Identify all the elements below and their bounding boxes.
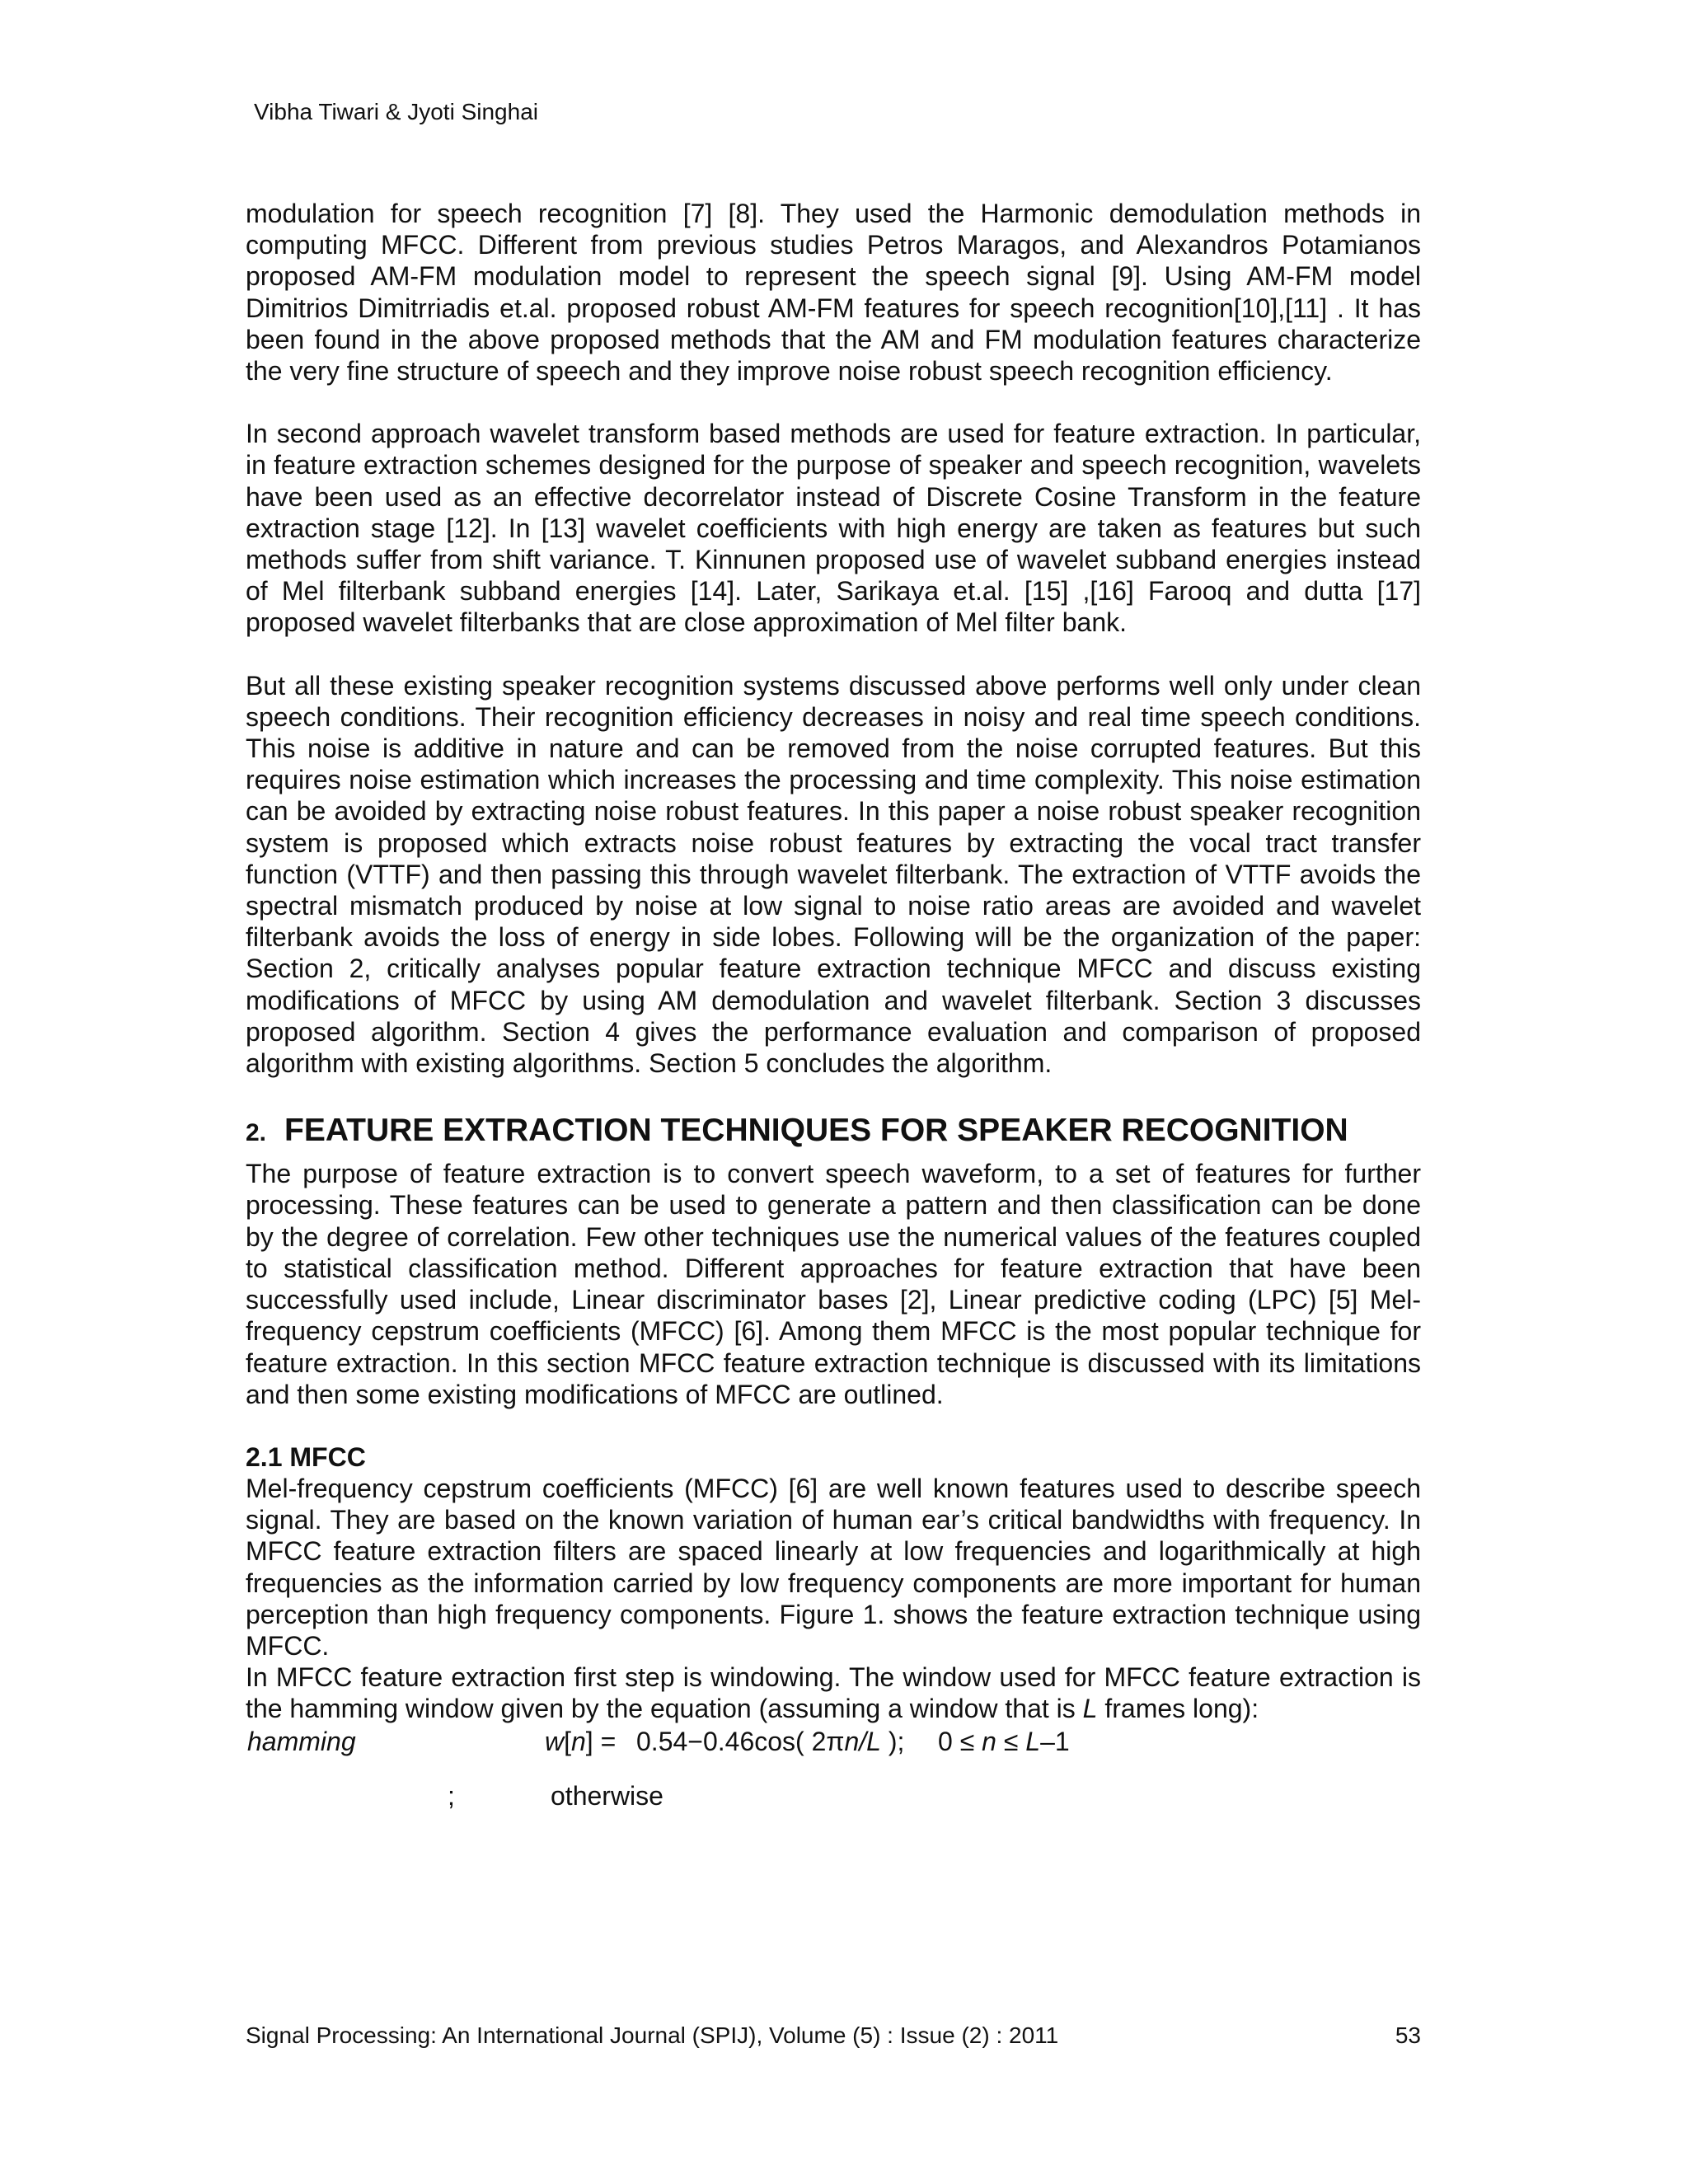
section-2-title: FEATURE EXTRACTION TECHNIQUES FOR SPEAKER RECOGNITION — [284, 1113, 1348, 1149]
equation-separator: ; — [448, 1780, 455, 1811]
windowing-text-end: frames long): — [1097, 1694, 1259, 1724]
hamming-equation-row-2 — [246, 1779, 1421, 1812]
paragraph-noise-robust-system: But all these existing speaker recognition systems discussed above performs well only under clean speech conditions. Their recognition efficiency decreases in noisy and real time speech conditions. This noise is additive in nature and can be removed from the noise corrupted features. But this requires noise estimation which increases the processing and time complexity. This noise estimation can be avoided by extracting noise robust features. In this paper a noise robust speaker recognition system is proposed which extracts noise robust features by extracting the vocal tract transfer function (VTTF) and then passing this through wavelet filterbank. The extraction of VTTF avoids the spectral mismatch produced by noise at low signal to noise ratio areas are avoided and wavelet filterbank avoids the loss of energy in side lobes. Following will be the organization of the paper: Section 2, critically analyses popular feature extraction technique MFCC and discuss existing modifications of MFCC by using AM demodulation and wavelet filterbank. Section 3 discusses proposed algorithm. Section 4 gives the performance evaluation and comparison of proposed algorithm with existing algorithms. Section 5 concludes the algorithm. — [246, 670, 1421, 1079]
equation-lhs: w[n] = — [545, 1726, 617, 1756]
paragraph-windowing — [246, 1661, 1421, 1724]
equation-label: hamming — [247, 1726, 356, 1756]
windowing-var-L: L — [1082, 1694, 1098, 1724]
equation-otherwise: otherwise — [551, 1780, 663, 1811]
page-number: 53 — [1395, 2022, 1421, 2048]
paragraph-wavelet-approach: In second approach wavelet transform based methods are used for feature extraction. In particular, in feature extraction schemes designed for the purpose of speaker and speech recognition, wavelets have been used as an effective decorrelator instead of Discrete Cosine Transform in the feature extraction stage [12]. In [13] wavelet coefficients with high energy are taken as features but such methods suffer from shift variance. T. Kinnunen proposed use of wavelet subband energies instead of Mel filterbank subband energies [14]. Later, Sarikaya et.al. [15] ,[16] Farooq and dutta [17] proposed wavelet filterbanks that are close approximation of Mel filter bank. — [246, 419, 1421, 638]
running-header: Vibha Tiwari & Jyoti Singhai — [254, 99, 538, 124]
page-body — [246, 198, 1421, 1812]
hamming-equation-row-1 — [246, 1725, 1421, 1758]
paragraph-feature-extraction-purpose: The purpose of feature extraction is to convert speech waveform, to a set of features for further processing. These features can be used to generate a pattern and then classification can be done by the degree of correlation. Few other techniques use the numerical values of the features coupled to statistical classification method. Different approaches for feature extraction that have been successfully used include, Linear discriminator bases [2], Linear predictive coding (LPC) [5] Mel-frequency cepstrum coefficients (MFCC) [6]. Among them MFCC is the most popular technique for feature extraction. In this section MFCC feature extraction technique is discussed with its limitations and then some existing modifications of MFCC are outlined. — [246, 1159, 1421, 1409]
windowing-text-start: In MFCC feature extraction first step is windowing. The window used for MFCC feature extraction is the hamming window given by the equation (assuming a window that is — [246, 1662, 1421, 1724]
paragraph-am-fm-modulation: modulation for speech recognition [7] [8]. They used the Harmonic demodulation methods in computing MFCC. Different from previous studies Petros Maragos, and Alexandros Potamianos proposed AM-FM modulation model to represent the speech signal [9]. Using AM-FM model Dimitrios Dimitrriadis et.al. proposed robust AM-FM features for speech recognition[10],[11] . It has been found in the above proposed methods that the AM and FM modulation features characterize the very fine structure of speech and they improve noise robust speech recognition efficiency. — [246, 199, 1421, 387]
section-2-heading — [246, 1110, 1421, 1158]
equation-expression: 0.54−0.46cos( 2πn/L ); — [636, 1726, 905, 1756]
section-2-number: 2. — [246, 1119, 267, 1147]
equation-condition: 0 ≤ n ≤ L–1 — [938, 1726, 1070, 1756]
footer-journal: Signal Processing: An International Journal (SPIJ), Volume (5) : Issue (2) : 2011 — [246, 2022, 1059, 2048]
section-2-1-heading: 2.1 MFCC — [246, 1441, 366, 1472]
paragraph-mfcc-description: Mel-frequency cepstrum coefficients (MFCC) [6] are well known features used to describe speech signal. They are based on the known variation of human ear’s critical bandwidths with frequency. In MFCC feature extraction filters are spaced linearly at low frequencies and logarithmically at high frequencies as the information carried by low frequency components are more important for human perception than high frequency components. Figure 1. shows the feature extraction technique using MFCC. — [246, 1473, 1421, 1661]
